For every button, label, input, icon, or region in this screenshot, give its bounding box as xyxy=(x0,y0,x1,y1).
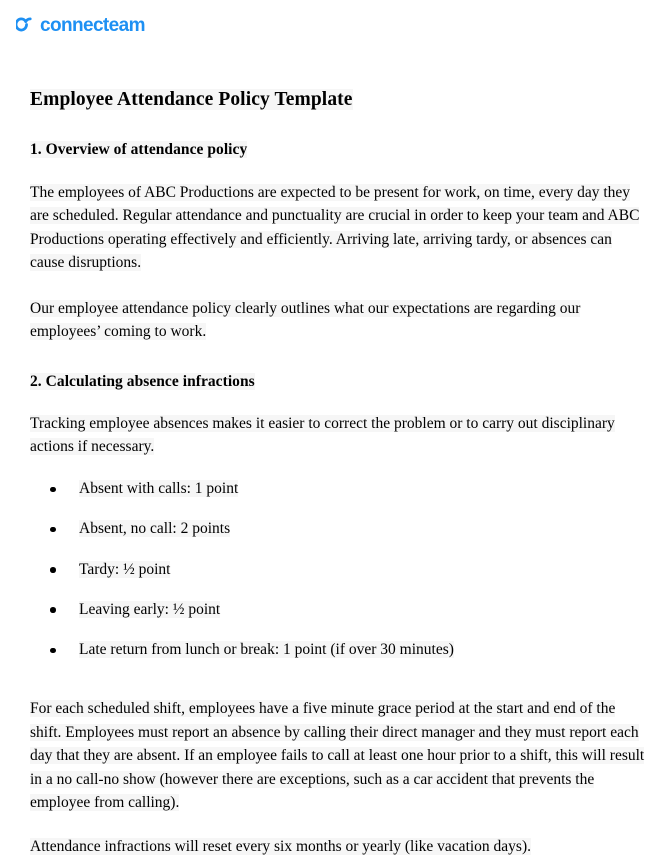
bullet-icon xyxy=(50,487,56,493)
paragraph-grace-period xyxy=(30,697,645,815)
list-item-label: Leaving early: ½ point xyxy=(79,600,221,618)
list-item-label: Tardy: ½ point xyxy=(79,560,171,578)
paragraph-infractions-intro-text: Tracking employee absences makes it easier to correct the problem or to carry out disciplinary actions if necessary. xyxy=(30,414,615,456)
list-item-label: Absent, no call: 2 points xyxy=(79,520,231,538)
paragraph-reset-policy-text: Attendance infractions will reset every six months or yearly (like vacation days). xyxy=(30,838,532,856)
paragraph-reset-policy xyxy=(30,835,645,859)
bullet-icon xyxy=(50,648,56,654)
section-heading-infractions xyxy=(30,372,645,392)
paragraph-overview-1 xyxy=(30,181,645,275)
list-item xyxy=(50,638,645,661)
bullet-icon xyxy=(50,527,56,533)
document-header xyxy=(0,0,661,40)
section-heading-overview-text: 1. Overview of attendance policy xyxy=(30,141,248,159)
section-heading-overview xyxy=(30,140,645,160)
document-body xyxy=(0,88,661,859)
bullet-icon xyxy=(50,607,56,613)
connecteam-logo[interactable] xyxy=(16,14,145,37)
document-title-text: Employee Attendance Policy Template xyxy=(30,89,353,110)
list-item xyxy=(50,558,645,581)
connecteam-infinity-icon xyxy=(16,15,40,38)
list-item xyxy=(50,598,645,621)
section-heading-infractions-text: 2. Calculating absence infractions xyxy=(30,372,255,390)
paragraph-grace-period-text: For each scheduled shift, employees have a five minute grace period at the start and end of the shift. Employees must report an absence by calling their direct manager and they must report each day that they are absent. If an employee fails to call at least one hour prior to a shift, this will result in a no call-no show (however there are exceptions, such as a car accident that prevents the employee from calling). xyxy=(30,700,645,812)
paragraph-overview-2-text: Our employee attendance policy clearly outlines what our expectations are regarding our employees’ coming to work. xyxy=(30,299,581,341)
list-item xyxy=(50,517,645,540)
list-item-label: Late return from lunch or break: 1 point (if over 30 minutes) xyxy=(79,641,454,659)
connecteam-wordmark: connecteam xyxy=(40,15,145,36)
document-title xyxy=(30,88,645,112)
bullet-icon xyxy=(50,567,56,573)
paragraph-overview-2 xyxy=(30,297,645,344)
paragraph-overview-1-text: The employees of ABC Productions are expected to be present for work, on time, every day they are scheduled. Regular attendance and punctuality are crucial in order to keep your team and ABC Productions operating effectively and efficiently. Arriving late, arriving tardy, or absences can cause disruptions. xyxy=(30,183,640,272)
infraction-points-list xyxy=(30,477,645,661)
list-item xyxy=(50,477,645,500)
list-item-label: Absent with calls: 1 point xyxy=(79,480,239,498)
paragraph-infractions-intro xyxy=(30,412,645,459)
